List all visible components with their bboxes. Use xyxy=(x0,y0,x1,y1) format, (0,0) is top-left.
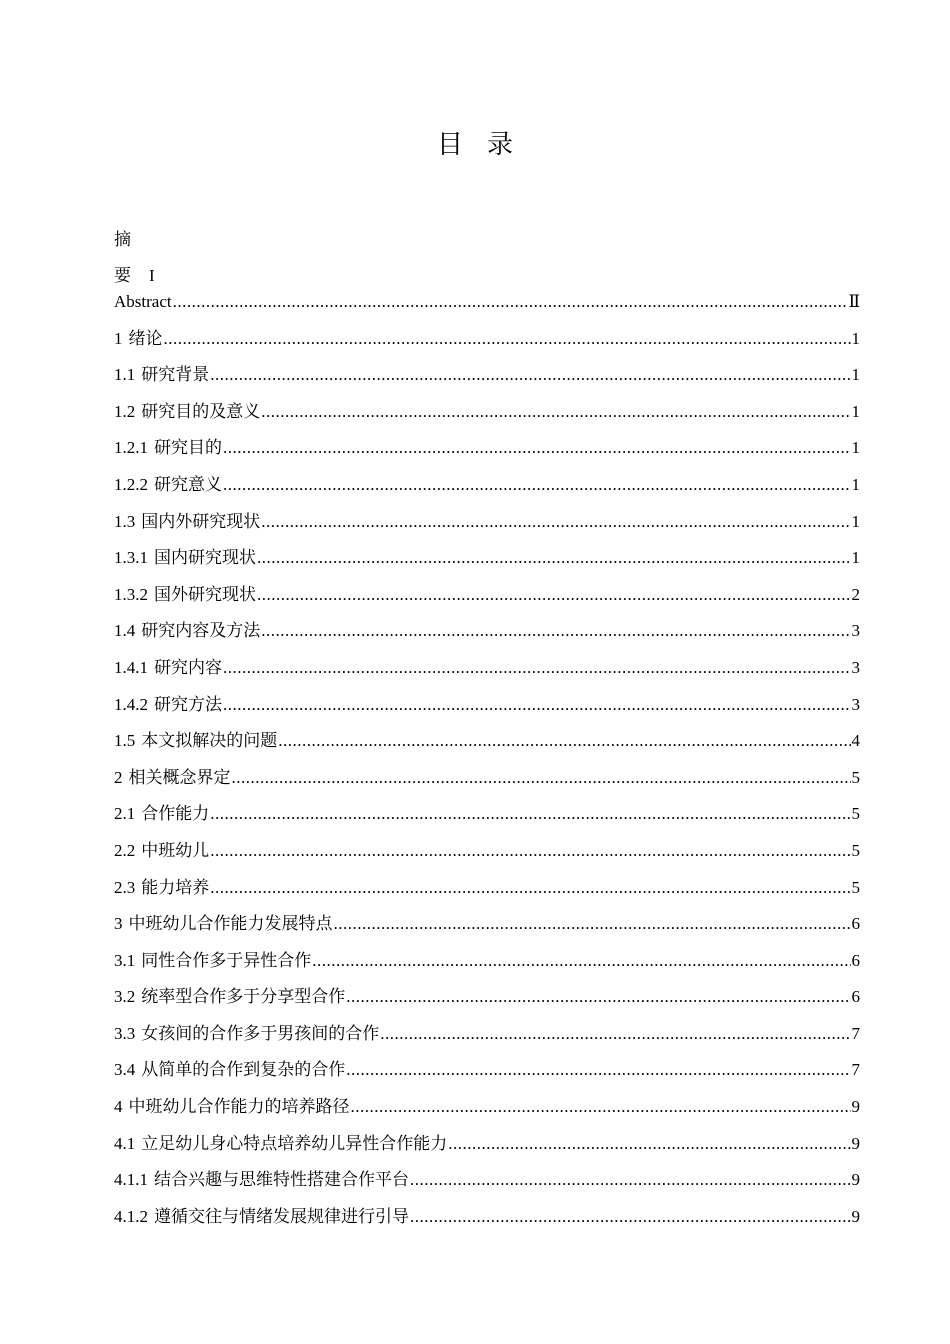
toc-entry-number: 1.3.2 xyxy=(114,584,148,604)
toc-entry-text: 合作能力 xyxy=(141,804,210,824)
toc-entry-page: 2 xyxy=(851,584,860,604)
toc-entry[interactable] xyxy=(114,656,860,693)
toc-entry-text: 研究内容 xyxy=(154,657,222,677)
toc-entry-page: 5 xyxy=(851,804,860,824)
toc-entry-page: 5 xyxy=(851,767,860,787)
toc-entry[interactable] xyxy=(114,876,860,913)
toc-entry-page: 3 xyxy=(851,621,860,641)
toc-entry-text: 国内外研究现状 xyxy=(141,511,261,531)
dot-leader xyxy=(278,729,850,753)
toc-entry-label xyxy=(114,1168,409,1192)
toc-entry-page: Ⅱ xyxy=(848,292,860,311)
toc-entry[interactable] xyxy=(114,1205,860,1242)
toc-entry-page: 9 xyxy=(851,1170,860,1190)
toc-entry-text: 国内研究现状 xyxy=(154,548,256,568)
toc-entry-text: 中班幼儿合作能力的培养路径 xyxy=(128,1097,350,1117)
toc-entry-page: 1 xyxy=(851,365,860,385)
toc-entry[interactable] xyxy=(114,949,860,986)
toc-entry-page: 5 xyxy=(851,877,860,897)
dot-leader xyxy=(448,1132,850,1156)
toc-entry-abstract-cn[interactable] xyxy=(114,230,155,286)
toc-entry-number: 2 xyxy=(114,767,123,787)
toc-entry-label xyxy=(114,949,311,973)
toc-entry-label xyxy=(114,1058,345,1082)
toc-entry[interactable] xyxy=(114,436,860,473)
toc-entry-number: 2.2 xyxy=(114,840,136,860)
toc-entry[interactable] xyxy=(114,839,860,876)
toc-entry-label xyxy=(114,619,260,643)
toc-entry-number: 2.1 xyxy=(114,804,136,824)
toc-entry[interactable] xyxy=(114,1132,860,1169)
toc-entry-number: 3.2 xyxy=(114,987,136,1007)
toc-entry-label xyxy=(114,1205,409,1229)
toc-entry-label xyxy=(114,802,209,826)
dot-leader xyxy=(210,802,850,826)
toc-entry-number: 2.3 xyxy=(114,877,136,897)
dot-leader xyxy=(410,1168,851,1192)
toc-entry-number: 4.1.2 xyxy=(114,1206,148,1226)
dot-leader xyxy=(261,619,850,643)
dot-leader xyxy=(223,473,851,497)
abstract-cn-char1: 摘 xyxy=(114,230,131,249)
toc-entry-label xyxy=(114,839,209,863)
toc-entry-text: 研究内容及方法 xyxy=(141,621,261,641)
toc-entry-text: 遵循交往与情绪发展规律进行引导 xyxy=(154,1206,409,1226)
toc-entry-number: 1.4.1 xyxy=(114,657,148,677)
toc-entry-label xyxy=(114,1022,379,1046)
toc-entry-page: 7 xyxy=(851,1060,860,1080)
dot-leader xyxy=(312,949,850,973)
toc-entry[interactable] xyxy=(114,729,860,766)
page-title: 目 录 xyxy=(436,130,514,159)
dot-leader xyxy=(173,290,848,314)
dot-leader xyxy=(210,876,850,900)
toc-entry[interactable] xyxy=(114,1058,860,1095)
toc-entry-text: 国外研究现状 xyxy=(154,584,256,604)
toc-entry[interactable] xyxy=(114,1022,860,1059)
dot-leader xyxy=(164,327,851,351)
toc-entry-number: 1.1 xyxy=(114,365,136,385)
toc-entry[interactable] xyxy=(114,546,860,583)
toc-entry[interactable] xyxy=(114,619,860,656)
toc-entry-label xyxy=(114,546,256,570)
dot-leader xyxy=(257,583,851,607)
toc-entry-text: 研究意义 xyxy=(154,474,222,494)
toc-entry-page: 1 xyxy=(851,511,860,531)
toc-list xyxy=(114,290,860,1241)
toc-entry-number: 1.4 xyxy=(114,621,136,641)
toc-entry-text: 绪论 xyxy=(128,328,163,348)
dot-leader xyxy=(223,693,851,717)
toc-entry[interactable] xyxy=(114,693,860,730)
toc-entry-label xyxy=(114,912,333,936)
toc-entry-text: Abstract xyxy=(114,292,172,311)
toc-entry-label xyxy=(114,985,345,1009)
toc-entry-text: 本文拟解决的问题 xyxy=(141,731,278,751)
toc-entry-number: 3.3 xyxy=(114,1023,136,1043)
toc-entry-label xyxy=(114,473,222,497)
toc-entry[interactable] xyxy=(114,510,860,547)
toc-entry[interactable] xyxy=(114,290,860,327)
toc-entry[interactable] xyxy=(114,1095,860,1132)
toc-entry-page: 6 xyxy=(851,914,860,934)
toc-entry-label xyxy=(114,400,260,424)
dot-leader xyxy=(210,363,850,387)
toc-entry-label xyxy=(114,510,260,534)
toc-entry-number: 1.2 xyxy=(114,401,136,421)
toc-entry[interactable] xyxy=(114,802,860,839)
dot-leader xyxy=(351,1095,851,1119)
dot-leader xyxy=(223,436,851,460)
toc-entry-label xyxy=(114,656,222,680)
toc-entry-page: 3 xyxy=(851,694,860,714)
toc-entry[interactable] xyxy=(114,766,860,803)
toc-entry[interactable] xyxy=(114,583,860,620)
toc-entry-label xyxy=(114,290,172,314)
toc-entry-page: 9 xyxy=(851,1206,860,1226)
toc-entry-page: 9 xyxy=(851,1133,860,1153)
toc-entry-text: 研究目的 xyxy=(154,438,222,458)
toc-entry-label xyxy=(114,693,222,717)
toc-entry-page: 5 xyxy=(851,840,860,860)
toc-entry-number: 1.3.1 xyxy=(114,548,148,568)
toc-entry-label xyxy=(114,1132,447,1156)
dot-leader xyxy=(232,766,851,790)
toc-entry-text: 研究目的及意义 xyxy=(141,401,261,421)
toc-entry-label xyxy=(114,876,209,900)
toc-entry[interactable] xyxy=(114,327,860,364)
toc-entry-text: 女孩间的合作多于男孩间的合作 xyxy=(141,1023,380,1043)
toc-entry-page: 1 xyxy=(851,474,860,494)
toc-entry-text: 从简单的合作到复杂的合作 xyxy=(141,1060,346,1080)
toc-entry-text: 中班幼儿合作能力发展特点 xyxy=(128,914,333,934)
toc-entry-number: 3.4 xyxy=(114,1060,136,1080)
dot-leader xyxy=(346,1058,850,1082)
toc-entry-label xyxy=(114,729,277,753)
toc-entry-label xyxy=(114,1095,350,1119)
toc-entry-page: 1 xyxy=(851,401,860,421)
toc-entry-number: 4.1 xyxy=(114,1133,136,1153)
toc-entry-page: 1 xyxy=(851,438,860,458)
toc-entry-page: 3 xyxy=(851,657,860,677)
dot-leader xyxy=(380,1022,850,1046)
toc-entry-text: 相关概念界定 xyxy=(128,767,231,787)
dot-leader xyxy=(261,400,850,424)
toc-entry-number: 1.2.1 xyxy=(114,438,148,458)
toc-entry[interactable] xyxy=(114,363,860,400)
toc-entry-label xyxy=(114,327,163,351)
toc-entry-page: 1 xyxy=(851,548,860,568)
toc-entry-text: 研究方法 xyxy=(154,694,222,714)
toc-entry-page: 7 xyxy=(851,1023,860,1043)
dot-leader xyxy=(257,546,851,570)
toc-entry-text: 结合兴趣与思维特性搭建合作平台 xyxy=(154,1170,409,1190)
toc-entry-number: 1.5 xyxy=(114,731,136,751)
toc-entry-number: 1 xyxy=(114,328,123,348)
toc-entry[interactable] xyxy=(114,473,860,510)
toc-entry-number: 3.1 xyxy=(114,950,136,970)
toc-entry[interactable] xyxy=(114,1168,860,1205)
dot-leader xyxy=(210,839,850,863)
toc-entry-number: 4 xyxy=(114,1097,123,1117)
toc-entry-label xyxy=(114,766,231,790)
dot-leader xyxy=(261,510,850,534)
toc-entry-number: 4.1.1 xyxy=(114,1170,148,1190)
toc-entry-page: 4 xyxy=(851,731,860,751)
toc-entry-text: 能力培养 xyxy=(141,877,210,897)
toc-entry-page: 1 xyxy=(851,328,860,348)
toc-entry-text: 统率型合作多于分享型合作 xyxy=(141,987,346,1007)
toc-entry-page: 6 xyxy=(851,950,860,970)
toc-entry-label xyxy=(114,436,222,460)
toc-entry-page: 9 xyxy=(851,1097,860,1117)
dot-leader xyxy=(223,656,851,680)
dot-leader xyxy=(334,912,851,936)
toc-entry-text: 中班幼儿 xyxy=(141,840,210,860)
toc-entry-page: 6 xyxy=(851,987,860,1007)
toc-entry[interactable] xyxy=(114,985,860,1022)
toc-entry-number: 1.2.2 xyxy=(114,474,148,494)
toc-entry-text: 研究背景 xyxy=(141,365,210,385)
toc-entry-label xyxy=(114,583,256,607)
dot-leader xyxy=(410,1205,851,1229)
toc-entry[interactable] xyxy=(114,912,860,949)
toc-entry-number: 3 xyxy=(114,914,123,934)
abstract-cn-page: I xyxy=(149,266,155,285)
toc-entry[interactable] xyxy=(114,400,860,437)
toc-entry-number: 1.3 xyxy=(114,511,136,531)
toc-entry-number: 1.4.2 xyxy=(114,694,148,714)
abstract-cn-char2: 要 xyxy=(114,266,131,285)
toc-entry-text: 同性合作多于异性合作 xyxy=(141,950,312,970)
dot-leader xyxy=(346,985,850,1009)
toc-entry-label xyxy=(114,363,209,387)
toc-entry-text: 立足幼儿身心特点培养幼儿异性合作能力 xyxy=(141,1133,448,1153)
